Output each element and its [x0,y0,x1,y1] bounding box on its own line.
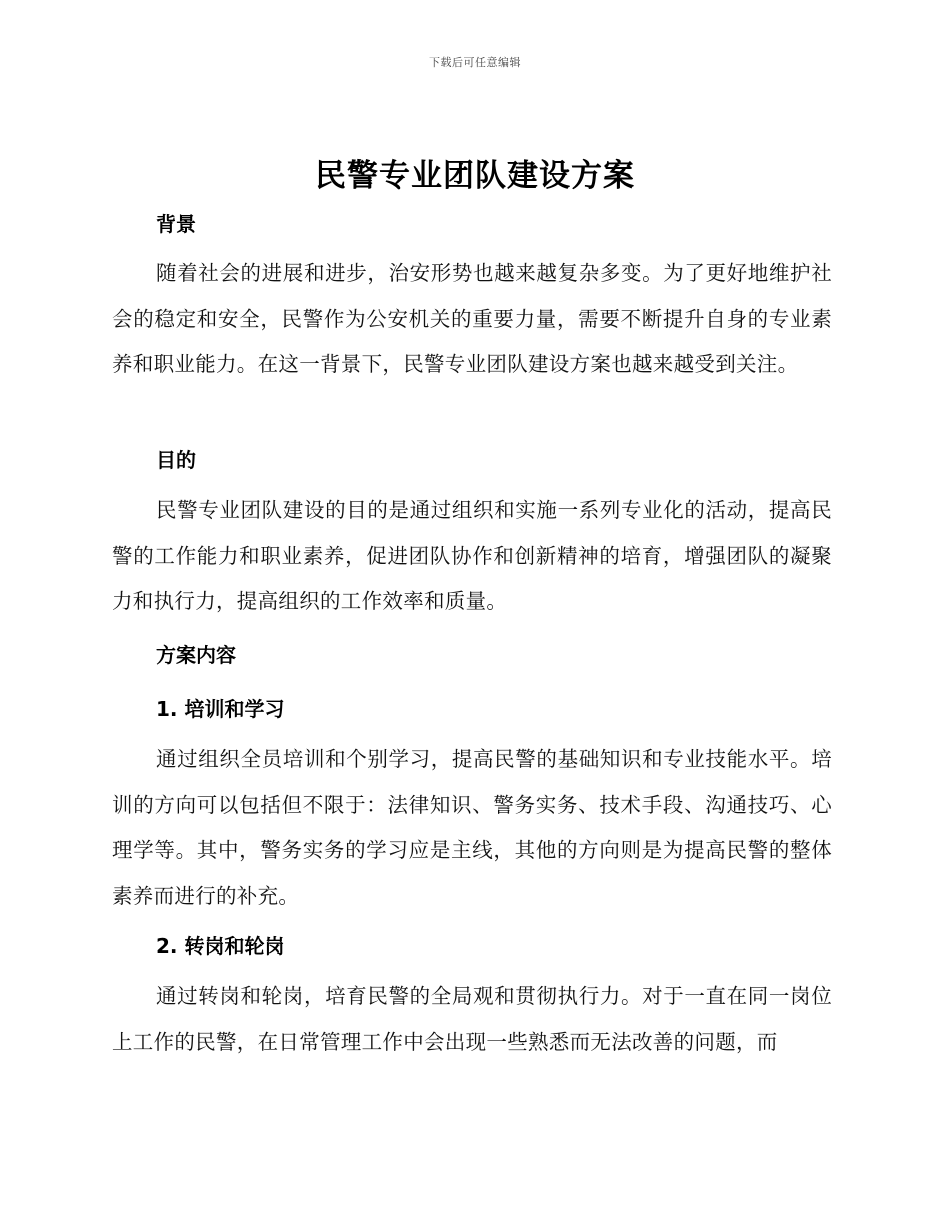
section-paragraph-purpose: 民警专业团队建设的目的是通过组织和实施一系列专业化的活动，提高民警的工作能力和职业素养，促进团队协作和创新精神的培育，增强团队的凝聚力和执行力，提高组织的工作效率和质量。 [112,498,832,613]
subsection-heading-training: 1. 培训和学习 [156,697,285,721]
section-heading-purpose: 目的 [156,448,196,472]
page-header-note: 下载后可任意编辑 [429,56,521,69]
document-title: 民警专业团队建设方案 [315,158,635,194]
section-heading-plan-content: 方案内容 [156,643,236,667]
subsection-paragraph-rotation: 通过转岗和轮岗，培育民警的全局观和贯彻执行力。对于一直在同一岗位上工作的民警，在日常管理工作中会出现一些熟悉而无法改善的问题，而 [112,984,832,1054]
subsection-paragraph-training: 通过组织全员培训和个别学习，提高民警的基础知识和专业技能水平。培训的方向可以包括但不限于：法律知识、警务实务、技术手段、沟通技巧、心理学等。其中，警务实务的学习应是主线，其他的方向则是为提高民警的整体素养而进行的补充。 [112,747,832,908]
section-heading-background: 背景 [156,212,196,236]
section-paragraph-background: 随着社会的进展和进步，治安形势也越来越复杂多变。为了更好地维护社会的稳定和安全，民警作为公安机关的重要力量，需要不断提升自身的专业素养和职业能力。在这一背景下，民警专业团队建设方案也越来越受到关注。 [112,261,832,376]
subsection-heading-rotation: 2. 转岗和轮岗 [156,934,285,958]
